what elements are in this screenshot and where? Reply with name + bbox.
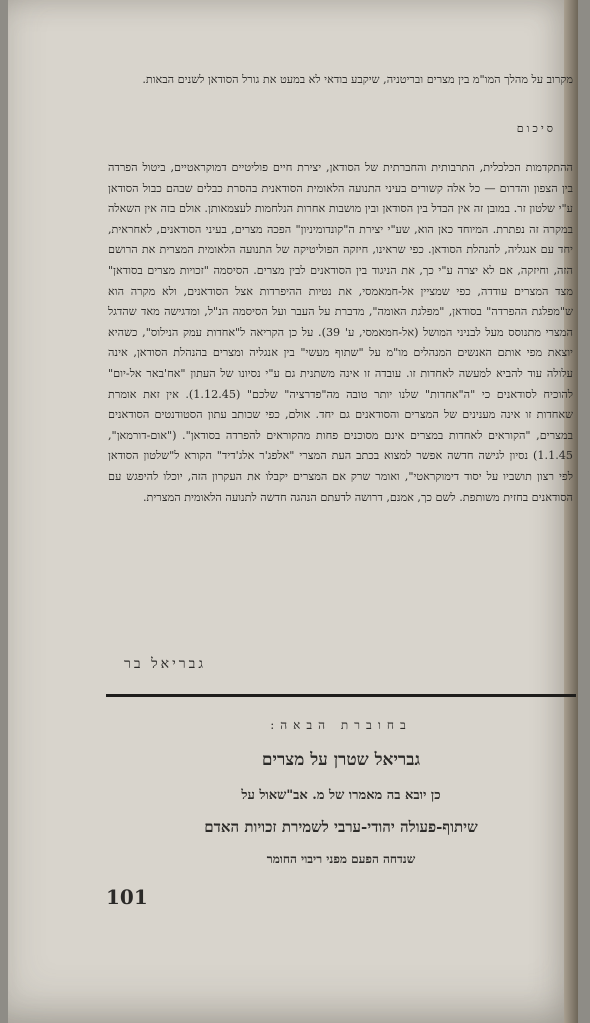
main-paragraph: ההתקדמות הכלכלית, התרבותית והחברתית של הסודאן, יצירת חיים פוליטיים דמוקראטיים, ביטול הפרדה בין הצפון והדרום — כל אלה קשורים בעיני התנועה הלאומית הסודאנית בהסרת כבלים שבהם כבול הסודאן ע"י שלטון זר. במובן זה אין הבדל בין הסודאן ובין מושבות אחרות הנלחמות לעצמאותן. אולם בזה אין השאלה במקרה זה נפתרת. המיוחד כאן הוא, שע"י יצירת ה"קונדומיניון" הפכה מצרים, בעיני הסודאנים, לאחראית, יחד עם אנגליה, להנהלת הסודאן. כפי שראינו, חיזקה הפוליטיקה של התנועה הלאומית המצרית את הרושם הזה, וחיזקה, אם לא יצרה ע"י כך, את הניגוד בין הסודאנים לבין מצרים. הסיסמה "זכויות מצרים בסודאן" מצד המצרים עודדה, כפי שמציין אל-חמאמסי, את נטיות ההיפרדות אצל הסודאנים, ולא מקרה הוא ש"מפלגת ההפרדה" בסודאן, "מפלגת האומה", מדברת על העבר ועל הסיסמה הנ"ל, ומדגישה מאד שהדגל המצרי מתנוסס מעל לבניני המושל (אל-חמאמסי, ע' 39). על כן הקריאה ל"אחדות עמק הנילוס", כשהיא יוצאת מפי אותם האנשים המנהלים מו"מ על "שתוף מעשי" בין אנגליה ומצרים בהנהלת הסודאן, אינה עלולה עוד להביא למעשה לאחדות זו. עובדה זו אינה משתנית גם ע"י נסיונו של העתון "אח'באר אל-יום" להוכיח לסודאנים כי "ה"אחדות" שלנו יותר טובה מה"פדרציה" שלכם" (1.12.45). אין זאת אומרת שאחדות זו אינה מענינים של המצרים והסודאנים גם יחד. אולם, כפי שכותב עתון הסטודנטים הסודאנים במצרים, "הקוראים לאחדות במצרים אינם מסוכנים פחות מהקוראים להפרדה בסודאן". ("אום-דורמאן", 1.1.45) נסיון לגישה חדשה אפשר למצוא בכתב העת המצרי "אלפג'ר אלג'דיד" הקורא ל"שלטון הסודאן לפי רצון תושביו על יסוד דימוקראטי", ואומר שרק אם המצרים יקבלו את העקרון הזה, יוכלו להיפגש עם הסודאנים בחזית משותפת. לשם כך, אמנם, דרושה לדעתם הנהגה חדשה לתנועה הלאומית המצרית. — [108, 161, 573, 504]
book-spine — [564, 0, 578, 1023]
next-issue-heading: בחוברת הבאה: — [270, 718, 412, 732]
author-signature: גבריאל בר — [124, 656, 206, 672]
section-heading: סיכום — [516, 122, 556, 135]
next-issue-note: שנדחה הפעם מפני ריבוי החומר — [266, 852, 416, 866]
next-issue-title: גבריאל שטרן על מצרים — [261, 750, 421, 770]
next-issue-line-2: שיתוף-פעולה יהודי-ערבי לשמירת זכויות האדם — [204, 818, 478, 836]
horizontal-rule — [106, 694, 576, 697]
page-number: 101 — [106, 885, 148, 909]
intro-paragraph: מקרוב על מהלך המו"מ בין מצרים ובריטניה, שיקבע בודאי לא במעט את גורל הסודאן לשנים הבאות. — [142, 73, 573, 86]
book-page — [8, 0, 578, 1023]
next-issue-line-1: כן יובא בה מאמרו של מ. אב"שאול על — [241, 788, 441, 803]
